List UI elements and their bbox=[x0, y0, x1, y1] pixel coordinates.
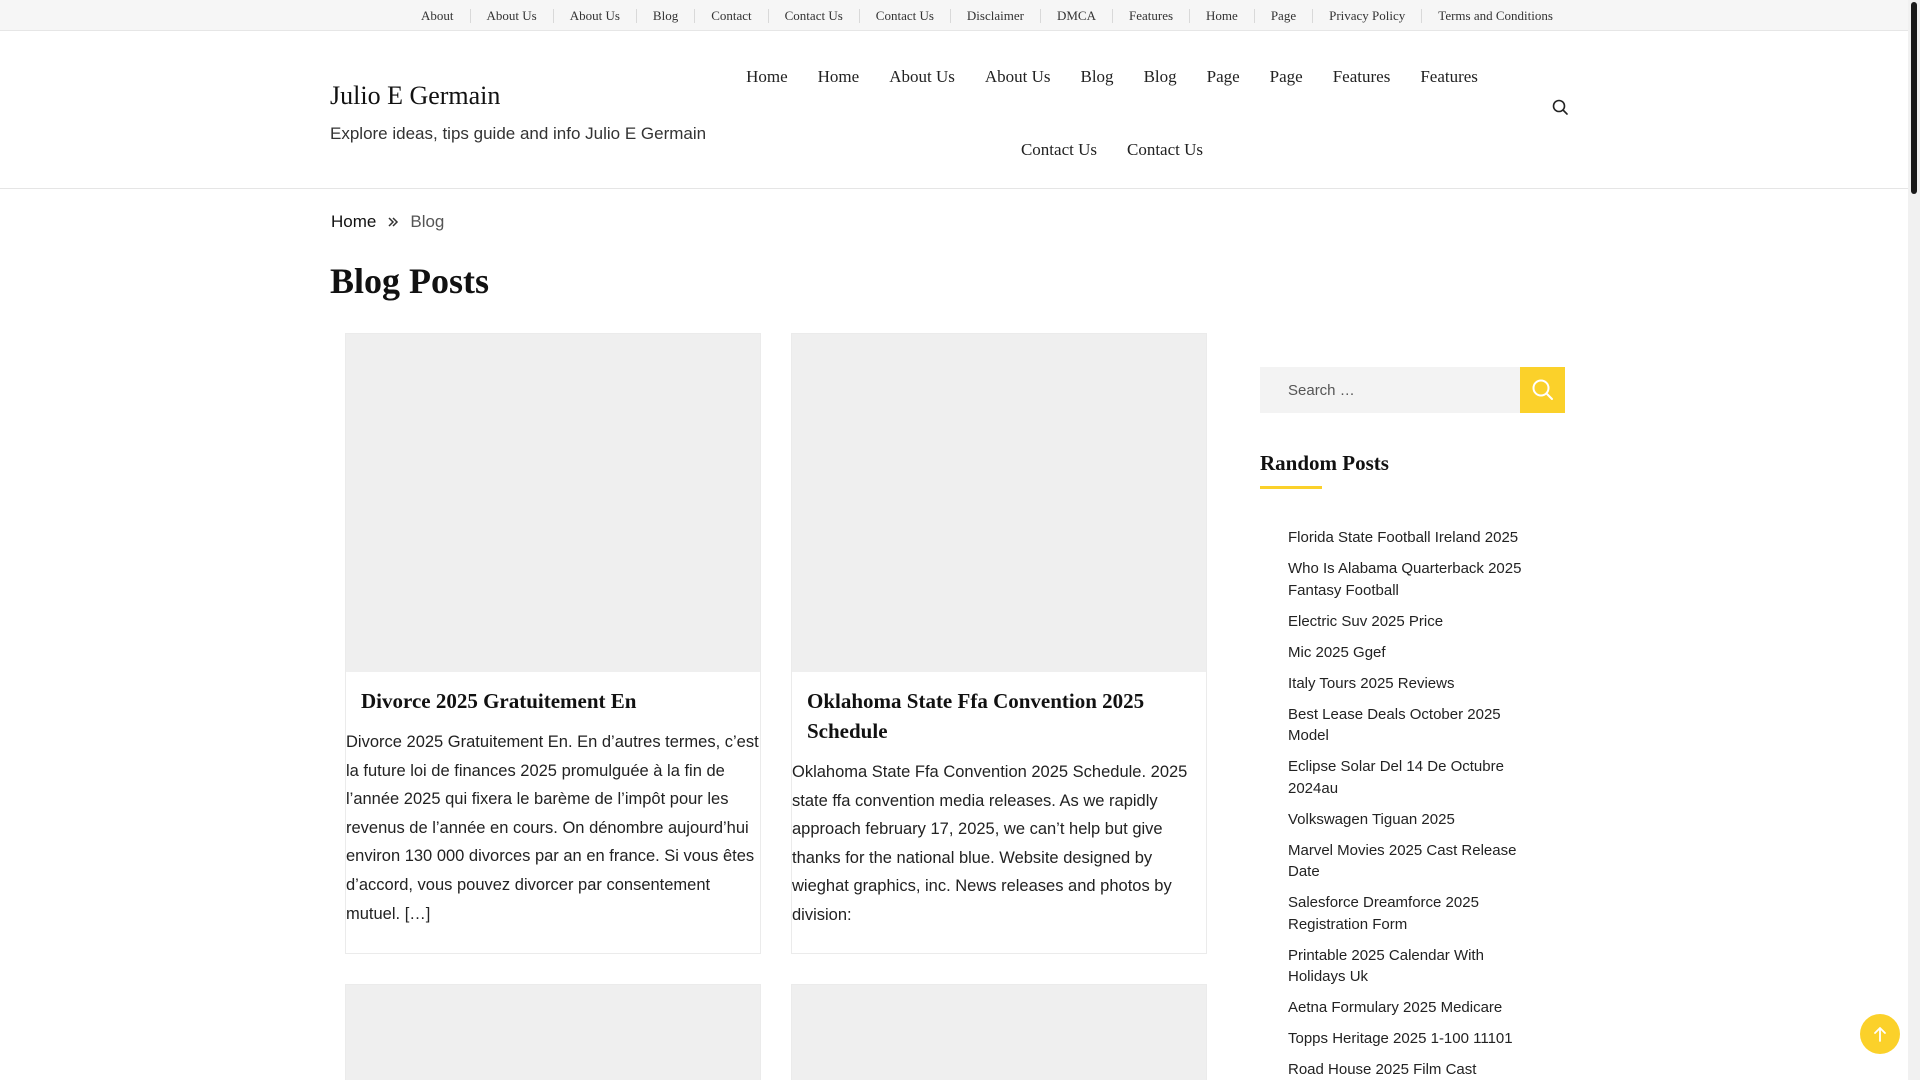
arrow-up-icon bbox=[1872, 1025, 1888, 1043]
post-card bbox=[791, 333, 1207, 954]
post-card bbox=[345, 984, 761, 1080]
main-nav bbox=[742, 55, 1482, 165]
post-card bbox=[791, 984, 1207, 1080]
top-menu-item-features[interactable]: Features bbox=[1112, 9, 1189, 23]
top-menu-item-about-us[interactable]: About Us bbox=[470, 9, 553, 23]
nav-item-blog[interactable]: Blog bbox=[1080, 67, 1114, 86]
top-menu bbox=[405, 0, 1569, 31]
breadcrumb-home[interactable]: Home bbox=[331, 212, 377, 231]
random-post-link[interactable]: Eclipse Solar Del 14 De Octubre 2024au bbox=[1288, 758, 1504, 797]
top-menu-item-home[interactable]: Home bbox=[1189, 9, 1254, 23]
site-header bbox=[0, 31, 1908, 189]
random-post-link[interactable]: Electric Suv 2025 Price bbox=[1288, 612, 1444, 630]
top-menu-item-page[interactable]: Page bbox=[1254, 9, 1312, 23]
main-nav-row-2 bbox=[742, 135, 1482, 165]
nav-item-about-us[interactable]: About Us bbox=[889, 67, 955, 86]
top-menu-item-about-us-2[interactable]: About Us bbox=[553, 9, 636, 23]
nav-item-contact-us[interactable]: Contact Us bbox=[1020, 140, 1097, 159]
post-thumbnail[interactable] bbox=[346, 985, 760, 1080]
site-title[interactable]: Julio E Germain bbox=[330, 81, 501, 110]
post-excerpt: Divorce 2025 Gratuitement En. En d’autres termes, c’est la future loi de finances 2025 promulguée à la fin de l’année 2025 qui fixera le barème de l’impôt pour les revenus de l’année en cours. On dénombre aujourd’hui environ 130 000 divorces par an en france. Si vous êtes d’accord, vous pouvez divorcer par consentement mutuel. […] bbox=[346, 733, 759, 923]
nav-item-blog-2[interactable]: Blog bbox=[1143, 67, 1177, 86]
random-post-link[interactable]: Volkswagen Tiguan 2025 bbox=[1288, 810, 1455, 828]
nav-item-home-2[interactable]: Home bbox=[817, 67, 860, 86]
random-post-link[interactable]: Aetna Formulary 2025 Medicare bbox=[1288, 999, 1503, 1016]
post-title[interactable]: Oklahoma State Ffa Convention 2025 Schedule bbox=[807, 689, 1145, 743]
top-menu-item-disclaimer[interactable]: Disclaimer bbox=[950, 9, 1040, 23]
chevron-right-icon bbox=[386, 215, 400, 229]
random-post-link[interactable]: Marvel Movies 2025 Cast Release Date bbox=[1288, 841, 1517, 880]
search-icon bbox=[1550, 97, 1572, 119]
top-menu-item-privacy-policy[interactable]: Privacy Policy bbox=[1312, 9, 1421, 23]
nav-item-page[interactable]: Page bbox=[1206, 67, 1240, 86]
top-bar bbox=[0, 0, 1908, 31]
main-nav-row bbox=[742, 55, 1482, 99]
site-tagline: Explore ideas, tips guide and info Julio E Germain bbox=[330, 124, 707, 143]
random-post-link[interactable]: Topps Heritage 2025 1-100 11101 bbox=[1288, 1030, 1513, 1047]
top-menu-item-contact-us[interactable]: Contact Us bbox=[768, 9, 859, 23]
top-menu-item-blog[interactable]: Blog bbox=[636, 9, 694, 23]
post-thumbnail[interactable] bbox=[792, 334, 1206, 672]
random-post-link[interactable]: Florida State Football Ireland 2025 bbox=[1288, 529, 1519, 546]
header-search-button[interactable] bbox=[1550, 97, 1572, 119]
nav-item-features-2[interactable]: Features bbox=[1420, 67, 1478, 86]
page-scrollbar[interactable] bbox=[1908, 0, 1920, 1080]
nav-item-page-2[interactable]: Page bbox=[1269, 67, 1303, 86]
post-thumbnail[interactable] bbox=[346, 334, 760, 672]
random-post-link[interactable]: Road House 2025 Film Cast bbox=[1288, 1061, 1477, 1078]
nav-item-contact-us-2[interactable]: Contact Us bbox=[1127, 140, 1204, 159]
search-input[interactable] bbox=[1260, 367, 1520, 413]
nav-item-features[interactable]: Features bbox=[1332, 67, 1391, 86]
sidebar bbox=[1260, 367, 1565, 1080]
widget-title-underline bbox=[1260, 486, 1322, 489]
breadcrumb bbox=[331, 212, 444, 232]
post-thumbnail[interactable] bbox=[792, 985, 1206, 1080]
top-menu-item-contact[interactable]: Contact bbox=[694, 9, 767, 23]
random-post-link[interactable]: Salesforce Dreamforce 2025 Registration Form bbox=[1288, 894, 1479, 933]
nav-item-about-us-2[interactable]: About Us bbox=[984, 67, 1051, 86]
post-card bbox=[345, 333, 761, 954]
post-excerpt: Oklahoma State Ffa Convention 2025 Schedule. 2025 state ffa convention media releases. As we rapidly approach february 17, 2025, we can’t help but give thanks for the national blue. Website designed by wieghat graphics, inc. News releases and photos by division: bbox=[792, 763, 1188, 924]
top-menu-item-dmca[interactable]: DMCA bbox=[1040, 9, 1112, 23]
scrollbar-thumb[interactable] bbox=[1911, 2, 1917, 194]
random-post-link[interactable]: Mic 2025 Ggef bbox=[1288, 643, 1386, 661]
sidebar-search-form bbox=[1260, 367, 1565, 413]
top-menu-item-contact-us-2[interactable]: Contact Us bbox=[859, 9, 950, 23]
random-post-link[interactable]: Printable 2025 Calendar With Holidays Uk bbox=[1288, 946, 1484, 985]
top-menu-item-terms[interactable]: Terms and Conditions bbox=[1421, 9, 1569, 23]
top-menu-item-about[interactable]: About bbox=[421, 7, 454, 23]
post-title[interactable]: Divorce 2025 Gratuitement En bbox=[361, 689, 637, 713]
search-icon bbox=[1530, 377, 1556, 403]
nav-item-home[interactable]: Home bbox=[746, 67, 788, 86]
random-posts-title: Random Posts bbox=[1260, 451, 1389, 475]
page-title: Blog Posts bbox=[330, 261, 490, 301]
breadcrumb-current: Blog bbox=[410, 212, 445, 231]
search-submit-button[interactable] bbox=[1520, 367, 1565, 413]
random-post-link[interactable]: Who Is Alabama Quarterback 2025 Fantasy Football bbox=[1288, 560, 1522, 599]
random-post-link[interactable]: Best Lease Deals October 2025 Model bbox=[1288, 705, 1501, 744]
random-posts-list bbox=[1260, 527, 1525, 1080]
back-to-top-button[interactable] bbox=[1860, 1014, 1900, 1054]
random-post-link[interactable]: Italy Tours 2025 Reviews bbox=[1288, 674, 1455, 692]
